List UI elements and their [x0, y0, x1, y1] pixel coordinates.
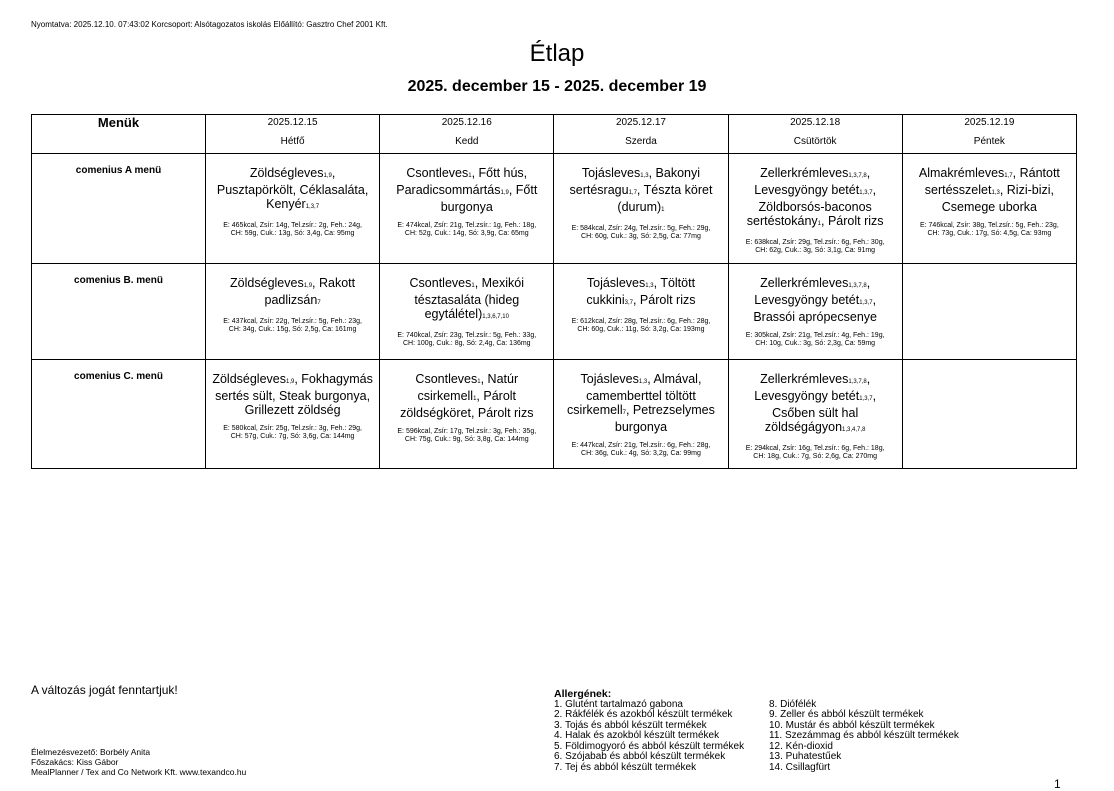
allergen-item: 13. Puhatestűek	[769, 751, 842, 762]
menu-cell	[380, 264, 554, 360]
nutrition-line-1: E: 474kcal, Zsír: 21g, Tel.zsír.: 1g, Feh.: 18g,	[397, 222, 537, 229]
allergen-title: Allergének:	[554, 688, 612, 700]
menu-row-c	[32, 360, 1077, 469]
nutrition-line-2: CH: 36g, Cuk.: 4g, Só: 3,2g, Ca: 99mg	[581, 450, 701, 457]
dish-text: Tojásleves1,3, Töltött cukkini3,7, Párolt rizs	[586, 276, 696, 307]
nutrition-line-2: CH: 100g, Cuk.: 8g, Só: 2,4g, Ca: 136mg	[402, 340, 531, 347]
menu-name: comenius A menü	[32, 154, 206, 264]
allergen-item: 11. Szezámmag és abból készült termékek	[769, 730, 959, 741]
allergen-item: 10. Mustár és abból készült termékek	[769, 719, 935, 731]
nutrition-line-2: CH: 59g, Cuk.: 13g, Só: 3,4g, Ca: 95mg	[230, 230, 355, 237]
nutrition-line-1: E: 740kcal, Zsír: 23g, Tel.zsír.: 5g, Feh.: 33g,	[397, 332, 537, 339]
disclaimer: A változás jogát fenntartjuk!	[31, 683, 178, 697]
dish-text: Almakrémleves1,7, Rántott sertésszelet1,3, Rizi-bizi, Csemege uborka	[918, 166, 1060, 214]
page-number: 1	[1054, 777, 1061, 791]
nutrition-line-1: E: 437kcal, Zsír: 22g, Tel.zsír.: 5g, Feh.: 23g,	[223, 318, 362, 325]
allergen-item: 5. Földimogyoró és abból készült termékek	[554, 740, 745, 752]
dish-text: Zellerkrémleves1,3,7,8, Levesgyöngy betét1,3,7, Zöldborsós-baconos sertéstokány1, Párolt rizs	[746, 166, 884, 228]
dish-text: Zöldségleves1,9, Fokhagymás sertés sült, Steak burgonya, Grillezett zöldség	[212, 372, 373, 417]
nutrition-line-2: CH: 34g, Cuk.: 15g, Só: 2,5g, Ca: 161mg	[228, 326, 357, 333]
allergen-item: 1. Glutént tartalmazó gabona	[554, 698, 683, 710]
menu-cell	[206, 264, 380, 360]
allergen-item: 2. Rákfélék és azokból készült termékek	[554, 709, 733, 720]
day-name: Hétfő	[280, 136, 305, 147]
nutrition-line-1: E: 596kcal, Zsír: 17g, Tel.zsír.: 3g, Feh.: 35g,	[397, 428, 537, 435]
menu-cell	[554, 154, 728, 264]
nutrition-line-2: CH: 52g, Cuk.: 14g, Só: 3,9g, Ca: 65mg	[404, 230, 529, 237]
menu-cell	[380, 360, 554, 469]
nutrition-line-2: CH: 57g, Cuk.: 7g, Só: 3,6g, Ca: 144mg	[230, 433, 355, 440]
dish-text: Zöldségleves1,9, Pusztapörkölt, Céklasaláta, Kenyér1,3,7	[216, 166, 369, 211]
allergen-column-1	[554, 700, 769, 774]
menu-name: comenius B. menü	[32, 264, 206, 360]
day-date: 2025.12.17	[615, 117, 666, 128]
nutrition-line-2: CH: 10g, Cuk.: 3g, Só: 2,3g, Ca: 59mg	[755, 340, 876, 347]
nutrition-line-1: E: 584kcal, Zsír: 24g, Tel.zsír.: 5g, Feh.: 29g,	[571, 225, 711, 232]
allergen-item: 6. Szójabab és abból készült termékek	[554, 751, 726, 762]
day-date: 2025.12.18	[790, 117, 841, 128]
nutrition-line-2: CH: 75g, Cuk.: 9g, Só: 3,8g, Ca: 144mg	[404, 436, 529, 443]
date-range: 2025. december 15 - 2025. december 19	[407, 78, 707, 95]
day-header	[206, 115, 380, 154]
staff-line: MealPlanner / Tex and Co Network Kft. www.texandco.hu	[31, 767, 247, 777]
allergen-column-2	[769, 700, 959, 774]
day-name: Kedd	[455, 136, 479, 147]
nutrition-line-1: E: 447kcal, Zsír: 21g, Tel.zsír.: 6g, Feh.: 28g,	[571, 442, 711, 449]
menu-name: comenius C. menü	[32, 360, 206, 469]
dish-text: Zellerkrémleves1,3,7,8, Levesgyöngy betét1,3,7, Csőben sült hal zöldségágyon1,3,4,7,8	[754, 372, 877, 434]
allergen-item: 7. Tej és abból készült termékek	[554, 761, 697, 773]
menu-cell	[380, 154, 554, 264]
day-name: Csütörtök	[793, 136, 837, 147]
day-header	[728, 115, 902, 154]
menu-cell	[206, 154, 380, 264]
page-title: Étlap	[529, 40, 585, 67]
day-header	[380, 115, 554, 154]
dish-text: Tojásleves1,3, Almával, camemberttel töltött csirkemell7, Petrezselymes burgonya	[567, 372, 715, 434]
staff-line: Főszakács: Kiss Gábor	[31, 757, 119, 767]
menu-row-b	[32, 264, 1077, 360]
allergen-item: 12. Kén-dioxid	[769, 740, 833, 752]
staff-info	[31, 747, 246, 777]
menu-cell	[554, 264, 728, 360]
nutrition-line-2: CH: 62g, Cuk.: 3g, Só: 3,1g, Ca: 91mg	[755, 247, 876, 254]
menu-cell-empty	[902, 264, 1076, 360]
nutrition-line-1: E: 612kcal, Zsír: 28g, Tel.zsír.: 6g, Feh.: 28g,	[571, 318, 711, 325]
menu-cell-empty	[902, 360, 1076, 469]
nutrition-line-2: CH: 60g, Cuk.: 3g, Só: 2,5g, Ca: 77mg	[581, 233, 701, 240]
nutrition-line-1: E: 294kcal, Zsír: 16g, Tel.zsír.: 6g, Feh.: 18g,	[745, 445, 885, 452]
menu-cell	[554, 360, 728, 469]
menu-cell	[728, 154, 902, 264]
dish-text: Csontleves1, Natúr csirkemell1, Párolt zöldségköret, Párolt rizs	[400, 372, 534, 420]
nutrition-line-2: CH: 18g, Cuk.: 7g, Só: 2,6g, Ca: 270mg	[753, 453, 878, 460]
menus-header: Menük	[32, 115, 206, 154]
day-header	[902, 115, 1076, 154]
day-header-row	[32, 115, 1077, 154]
menu-row-a	[32, 154, 1077, 264]
allergen-legend	[554, 689, 959, 773]
menu-cell	[728, 360, 902, 469]
menu-cell	[206, 360, 380, 469]
menu-table	[31, 114, 1077, 469]
dish-text: Tojásleves1,3, Bakonyi sertésragu1,7, Tészta köret (durum)1	[569, 166, 713, 214]
dish-text: Zöldségleves1,9, Rakott padlizsán7	[230, 276, 356, 307]
dish-text: Csontleves1, Főtt hús, Paradicsommártás1,9, Főtt burgonya	[396, 166, 538, 214]
nutrition-line-1: E: 580kcal, Zsír: 25g, Tel.zsír.: 3g, Feh.: 29g,	[223, 425, 362, 432]
print-info: Nyomtatva: 2025.12.10. 07:43:02 Korcsoport: Alsótagozatos iskolás Előállító: Gasztro Chef 2001 Kft.	[31, 20, 388, 29]
allergen-item: 4. Halak és azokból készült termékek	[554, 730, 720, 741]
menu-cell	[728, 264, 902, 360]
day-name: Péntek	[973, 136, 1005, 147]
nutrition-line-1: E: 638kcal, Zsír: 29g, Tel.zsír.: 6g, Feh.: 30g,	[745, 239, 885, 246]
dish-text: Zellerkrémleves1,3,7,8, Levesgyöngy betét1,3,7, Brassói aprópecsenye	[753, 276, 877, 324]
day-header	[554, 115, 728, 154]
staff-line: Élelmezésvezető: Borbély Anita	[31, 747, 151, 757]
dish-text: Csontleves1, Mexikói tésztasaláta (hideg egytálétel)1,3,6,7,10	[409, 276, 525, 321]
allergen-item: 3. Tojás és abból készült termékek	[554, 719, 707, 731]
day-date: 2025.12.15	[267, 117, 318, 128]
allergen-item: 14. Csillagfürt	[769, 761, 831, 773]
nutrition-line-2: CH: 60g, Cuk.: 11g, Só: 3,2g, Ca: 193mg	[577, 326, 705, 333]
day-date: 2025.12.16	[441, 117, 492, 128]
menu-cell	[902, 154, 1076, 264]
nutrition-line-1: E: 465kcal, Zsír: 14g, Tel.zsír.: 2g, Feh.: 24g,	[223, 222, 362, 229]
allergen-item: 8. Diófélék	[769, 698, 817, 710]
nutrition-line-2: CH: 73g, Cuk.: 17g, Só: 4,5g, Ca: 93mg	[927, 230, 1052, 237]
nutrition-line-1: E: 305kcal, Zsír: 21g, Tel.zsír.: 4g, Feh.: 19g,	[745, 332, 885, 339]
nutrition-line-1: E: 746kcal, Zsír: 38g, Tel.zsír.: 5g, Feh.: 23g,	[919, 222, 1059, 229]
allergen-item: 9. Zeller és abból készült termékek	[769, 709, 924, 720]
day-date: 2025.12.19	[964, 117, 1015, 128]
day-name: Szerda	[625, 136, 657, 147]
